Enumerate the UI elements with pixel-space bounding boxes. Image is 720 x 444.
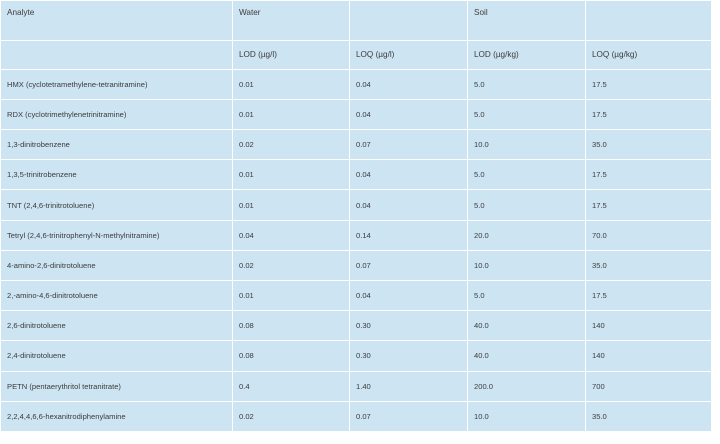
table-row <box>1 69 712 99</box>
analyte-name-cell: TNT (2,4,6-trinitrotoluene) <box>1 190 233 220</box>
water-loq-cell: 0.07 <box>350 401 468 431</box>
analyte-name-cell: RDX (cyclotrimethylenetrinitramine) <box>1 99 233 129</box>
soil-loq-cell: 17.5 <box>586 99 712 129</box>
soil-loq-cell: 70.0 <box>586 220 712 250</box>
soil-loq-cell: 17.5 <box>586 190 712 220</box>
analyte-name-cell: 1,3,5-trinitrobenzene <box>1 160 233 190</box>
soil-loq-cell: 700 <box>586 371 712 401</box>
water-lod-cell: 0.01 <box>233 160 350 190</box>
table-row <box>1 250 712 280</box>
water-lod-cell: 0.4 <box>233 371 350 401</box>
header-analyte: Analyte <box>1 1 233 41</box>
header-soil-loq: LOQ (µg/kg) <box>586 40 712 69</box>
table-row <box>1 99 712 129</box>
header-soil-lod: LOD (µg/kg) <box>468 40 586 69</box>
water-lod-cell: 0.01 <box>233 190 350 220</box>
header-water: Water <box>233 1 350 41</box>
water-lod-cell: 0.01 <box>233 281 350 311</box>
soil-lod-cell: 10.0 <box>468 401 586 431</box>
soil-loq-cell: 17.5 <box>586 69 712 99</box>
soil-lod-cell: 5.0 <box>468 281 586 311</box>
water-lod-cell: 0.01 <box>233 99 350 129</box>
water-loq-cell: 0.04 <box>350 190 468 220</box>
water-loq-cell: 0.04 <box>350 99 468 129</box>
soil-lod-cell: 5.0 <box>468 69 586 99</box>
soil-loq-cell: 35.0 <box>586 250 712 280</box>
soil-lod-cell: 20.0 <box>468 220 586 250</box>
header-soil: Soil <box>468 1 586 41</box>
soil-lod-cell: 40.0 <box>468 311 586 341</box>
soil-loq-cell: 17.5 <box>586 160 712 190</box>
analyte-name-cell: PETN (pentaerythritol tetranitrate) <box>1 371 233 401</box>
table-row <box>1 371 712 401</box>
soil-lod-cell: 10.0 <box>468 250 586 280</box>
analyte-name-cell: 1,3-dinitrobenzene <box>1 130 233 160</box>
table-row <box>1 130 712 160</box>
water-loq-cell: 0.14 <box>350 220 468 250</box>
soil-lod-cell: 5.0 <box>468 99 586 129</box>
water-loq-cell: 1.40 <box>350 371 468 401</box>
analyte-name-cell: 2,6-dinitrotoluene <box>1 311 233 341</box>
analyte-name-cell: 2,4-dinitrotoluene <box>1 341 233 371</box>
soil-loq-cell: 17.5 <box>586 281 712 311</box>
water-lod-cell: 0.01 <box>233 69 350 99</box>
table-row <box>1 190 712 220</box>
analyte-name-cell: Tetryl (2,4,6-trinitrophenyl-N-methylnitramine) <box>1 220 233 250</box>
water-loq-cell: 0.07 <box>350 250 468 280</box>
table-row <box>1 281 712 311</box>
table-row <box>1 311 712 341</box>
header-row-units <box>1 40 712 69</box>
soil-loq-cell: 35.0 <box>586 130 712 160</box>
soil-loq-cell: 140 <box>586 341 712 371</box>
water-lod-cell: 0.02 <box>233 130 350 160</box>
table-row <box>1 401 712 431</box>
soil-lod-cell: 200.0 <box>468 371 586 401</box>
header-water-blank <box>350 1 468 41</box>
analyte-name-cell: 4-amino-2,6-dinitrotoluene <box>1 250 233 280</box>
soil-loq-cell: 35.0 <box>586 401 712 431</box>
water-lod-cell: 0.02 <box>233 250 350 280</box>
header-soil-blank <box>586 1 712 41</box>
table-row <box>1 160 712 190</box>
header-blank <box>1 40 233 69</box>
table-row <box>1 341 712 371</box>
water-loq-cell: 0.04 <box>350 281 468 311</box>
water-lod-cell: 0.04 <box>233 220 350 250</box>
table-row <box>1 220 712 250</box>
soil-loq-cell: 140 <box>586 311 712 341</box>
analyte-name-cell: HMX (cyclotetramethylene-tetranitramine) <box>1 69 233 99</box>
water-loq-cell: 0.30 <box>350 311 468 341</box>
soil-lod-cell: 5.0 <box>468 190 586 220</box>
analyte-name-cell: 2,2,4,4,6,6-hexanitrodiphenylamine <box>1 401 233 431</box>
water-loq-cell: 0.07 <box>350 130 468 160</box>
header-water-loq: LOQ (µg/l) <box>350 40 468 69</box>
soil-lod-cell: 5.0 <box>468 160 586 190</box>
water-lod-cell: 0.02 <box>233 401 350 431</box>
water-lod-cell: 0.08 <box>233 311 350 341</box>
soil-lod-cell: 10.0 <box>468 130 586 160</box>
header-water-lod: LOD (µg/l) <box>233 40 350 69</box>
header-row-matrix <box>1 1 712 41</box>
table-body <box>1 1 712 432</box>
analyte-name-cell: 2,-amino-4,6-dinitrotoluene <box>1 281 233 311</box>
water-loq-cell: 0.04 <box>350 69 468 99</box>
water-loq-cell: 0.30 <box>350 341 468 371</box>
soil-lod-cell: 40.0 <box>468 341 586 371</box>
water-loq-cell: 0.04 <box>350 160 468 190</box>
water-lod-cell: 0.08 <box>233 341 350 371</box>
